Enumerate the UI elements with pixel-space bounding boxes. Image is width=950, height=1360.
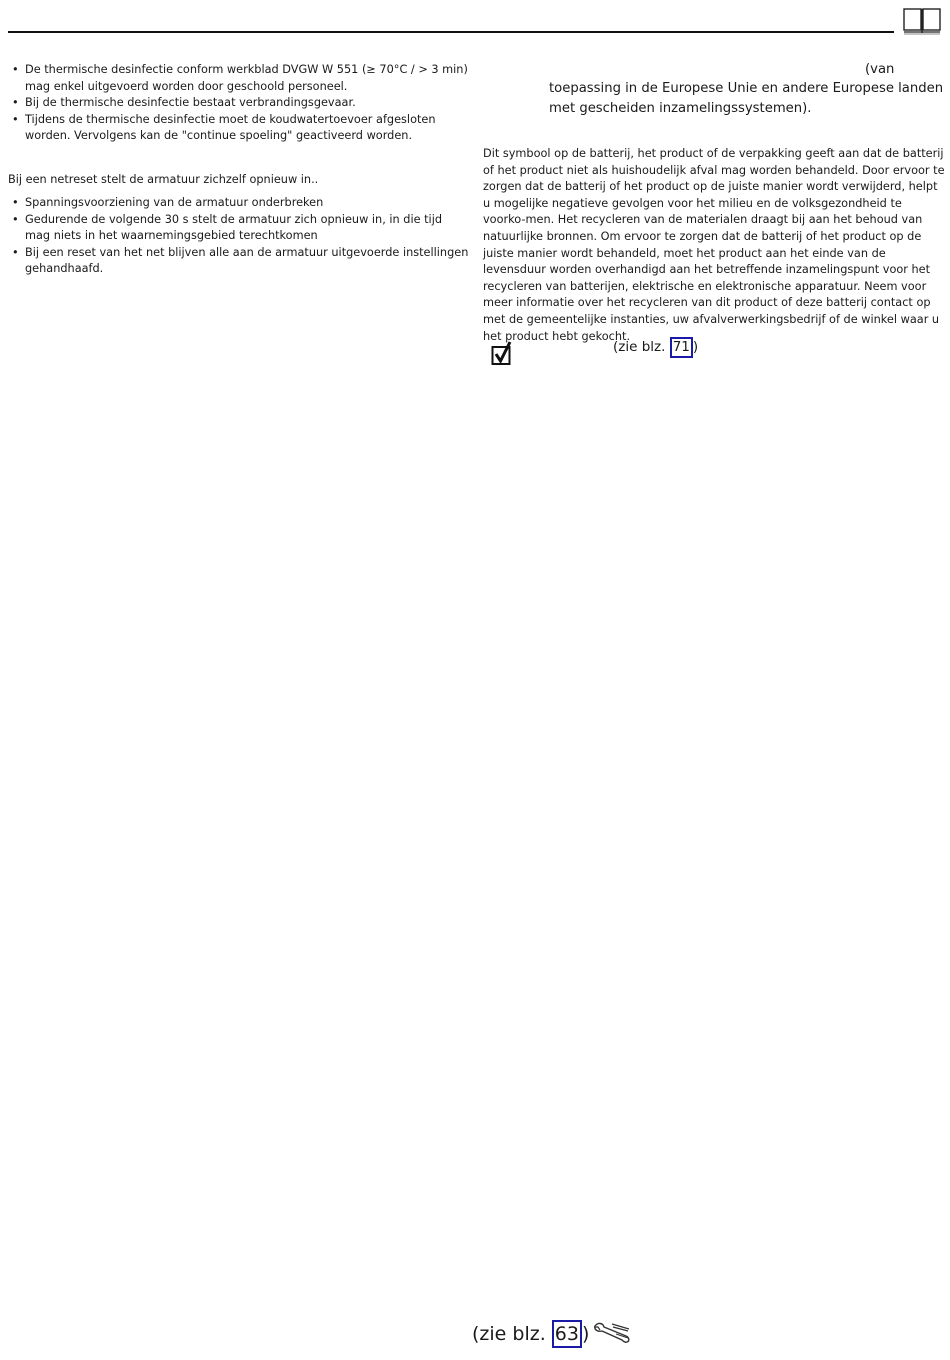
battery-disposal-text: Dit symbool op de batterij, het product of de verpakking geeft aan dat de batterij of het product niet als huishoudelijk afval mag worden behandeld. Door ervoor te zorgen dat de batterij of het product op de juiste manier wordt verwijderd, helpt u mogelijke negatieve gevolgen voor het milieu en de volksgezondheid te voorko-men. Het recyclеren van de materialen draagt bij aan het behoud van natuurlijke bronnen. Om ervoor te zorgen dat de batterij of het product op de juiste manier wordt behandeld, moet het product aan het einde van de levensduur worden overhandigd aan het betreffende inzamelingspunt voor het recycleren van batterijen, elektrische en elektronische apparatuur. Neem voor meer informatie over het recycleren van dit product of deze batterij contact op met de gemeentelijke instanties, uw afvalverwerkingsbedrijf of de winkel waar u het product hebt gekocht. <box>483 147 945 343</box>
list-item: • Bij een reset van het net blijven alle aan de armatuur uitgevoerde instellingen gehandhaafd. <box>8 245 470 278</box>
reset-intro: Bij een netreset stelt de armatuur zichzelf opnieuw in.. <box>8 173 319 186</box>
wrench-icon <box>592 1321 632 1345</box>
ref-prefix: (zie blz. <box>472 1323 552 1345</box>
page-reference <box>613 337 698 358</box>
list-item: • De thermische desinfectie conform werkblad DVGW W 551 (≥ 70°C / > 3 min) mag enkel uitgevoerd worden door geschoold personeel. <box>8 62 470 95</box>
list-item: • Tijdens de thermische desinfectie moet de koudwatertoevoer afgesloten worden. Vervolgens kan de "continue spoeling" geactiveerd worden. <box>8 112 470 145</box>
page-link-63[interactable]: 63 <box>552 1320 582 1348</box>
ref-prefix: (zie blz. <box>613 339 670 355</box>
disinfection-list <box>8 62 470 145</box>
ref-suffix: ) <box>692 339 699 355</box>
book-icon <box>903 8 941 35</box>
page-link-71[interactable]: 71 <box>670 337 693 358</box>
list-item: • Bij de thermische desinfectie bestaat verbrandingsgevaar. <box>8 95 470 112</box>
left-column <box>8 62 470 276</box>
checkbox-checked-icon <box>491 340 513 366</box>
reset-list <box>8 195 470 278</box>
list-item: • Gedurende de volgende 30 s stelt de armatuur zich opnieuw in, in die tijd mag niets in het waarnemingsgebied terechtkomen <box>8 212 470 245</box>
header-rule <box>8 31 894 33</box>
van-fragment: (van <box>865 62 895 77</box>
bottom-page-reference <box>472 1320 589 1348</box>
list-item: • Spanningsvoorziening van de armatuur onderbreken <box>8 195 470 212</box>
ref-suffix: ) <box>581 1323 590 1345</box>
eu-fragment: toepassing in de Europese Unie en andere Europese landen met gescheiden inzamelingssystemen). <box>549 81 944 116</box>
